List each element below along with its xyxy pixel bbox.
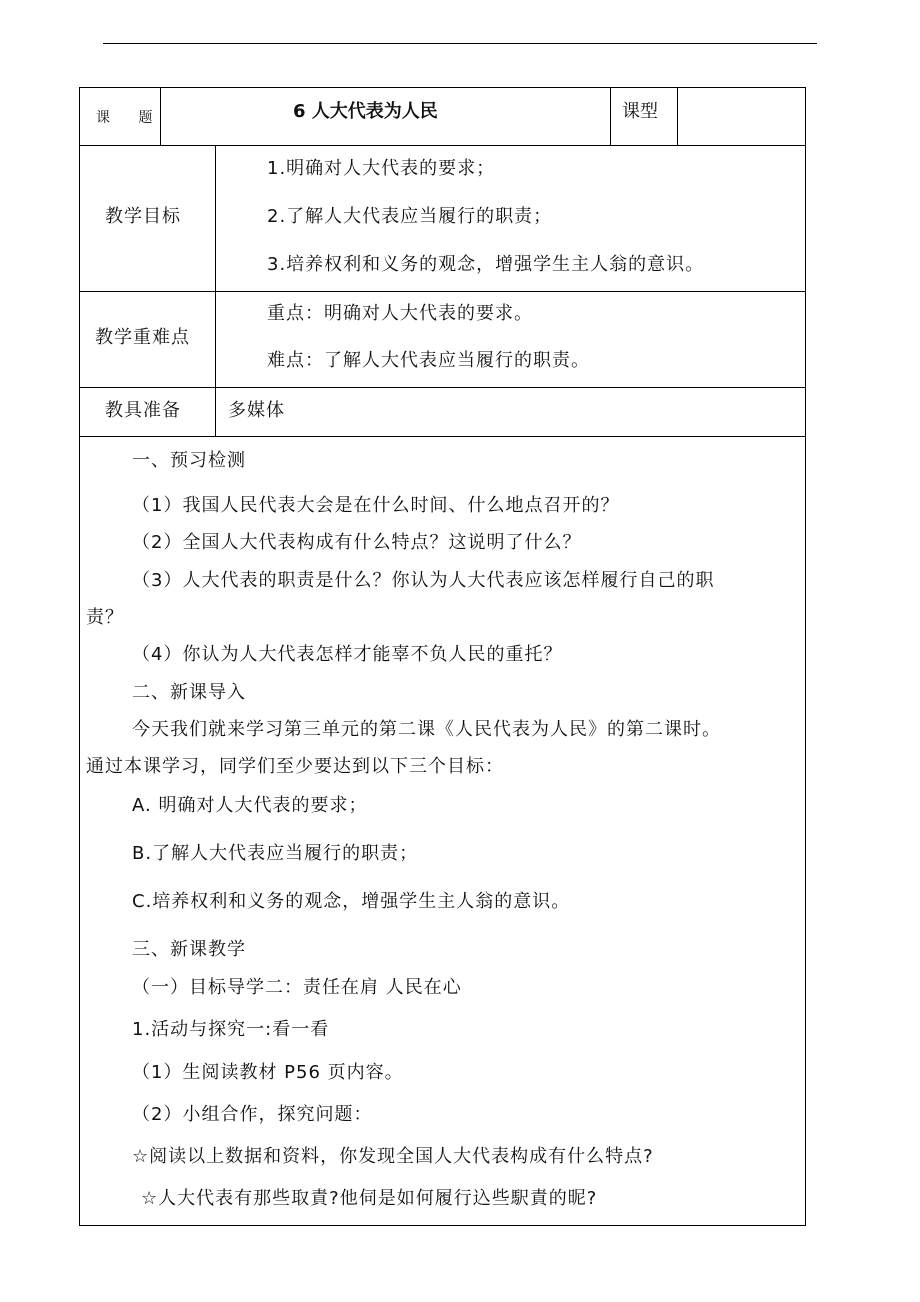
preview-question: （3）人大代表的职责是什么？你认为人大代表应该怎样履行自己的职 bbox=[132, 570, 715, 591]
row-divider bbox=[80, 436, 805, 437]
preview-question-cont: 责？ bbox=[86, 607, 124, 628]
objectives-label: 教学目标 bbox=[105, 206, 181, 227]
objective-item: 3.培养权利和义务的观念，增强学生主人翁的意识。 bbox=[267, 254, 705, 275]
objective-item: 2.了解人大代表应当履行的职责； bbox=[267, 206, 553, 227]
intro-paragraph-cont: 通过本课学习，同学们至少要达到以下三个目标： bbox=[86, 756, 504, 777]
goal-item: C.培养权利和义务的观念，增强学生主人翁的意识。 bbox=[132, 891, 571, 912]
key-points-label: 教学重难点 bbox=[95, 327, 190, 348]
col-divider bbox=[610, 88, 611, 145]
star-question: ☆人大代表有那些取責?他伺是如何履行込些駅責的昵? bbox=[141, 1188, 598, 1209]
star-question: ☆阅读以上数据和资料，你发现全国人大代表构成有什么特点? bbox=[132, 1146, 654, 1167]
row-divider bbox=[80, 291, 805, 292]
lesson-title: 6 人大代表为人民 bbox=[293, 101, 438, 122]
objective-item: 1.明确对人大代表的要求； bbox=[267, 158, 496, 179]
activity-step: （2）小组合作，探究问题： bbox=[132, 1104, 373, 1125]
key-point-difficulty: 难点：了解人大代表应当履行的职责。 bbox=[267, 350, 590, 371]
activity-step: （1）生阅读教材 P56 页内容。 bbox=[132, 1062, 404, 1083]
preview-question: （2）全国人大代表构成有什么特点？这说明了什么？ bbox=[132, 532, 582, 553]
preview-question: （1）我国人民代表大会是在什么时间、什么地点召开的？ bbox=[132, 495, 620, 516]
row-divider bbox=[80, 387, 805, 388]
section-heading: 二、新课导入 bbox=[132, 682, 246, 703]
row-divider bbox=[80, 145, 805, 146]
activity-heading: 1.活动与探究一:看一看 bbox=[132, 1019, 330, 1040]
tools-label: 教具准备 bbox=[105, 400, 181, 421]
col-divider bbox=[677, 88, 678, 145]
intro-paragraph: 今天我们就来学习第三单元的第二课《人民代表为人民》的第二课时。 bbox=[132, 719, 721, 740]
goal-item: B.了解人大代表应当履行的职责； bbox=[132, 843, 419, 864]
header-rule bbox=[103, 43, 817, 44]
section-heading: 三、新课教学 bbox=[132, 939, 246, 960]
col-divider bbox=[215, 387, 216, 436]
key-point-focus: 重点：明确对人大代表的要求。 bbox=[267, 303, 533, 324]
lesson-type-label: 课型 bbox=[622, 101, 658, 122]
tools-value: 多媒体 bbox=[228, 400, 285, 421]
goal-item: A. 明确对人大代表的要求； bbox=[132, 795, 368, 816]
subject-label: 课 题 bbox=[96, 110, 165, 126]
preview-question: （4）你认为人大代表怎样才能辜不负人民的重托？ bbox=[132, 644, 563, 665]
col-divider bbox=[215, 145, 216, 387]
subsection-heading: （一）目标导学二：责任在肩 人民在心 bbox=[132, 977, 462, 998]
section-heading: 一、预习检测 bbox=[132, 450, 246, 471]
